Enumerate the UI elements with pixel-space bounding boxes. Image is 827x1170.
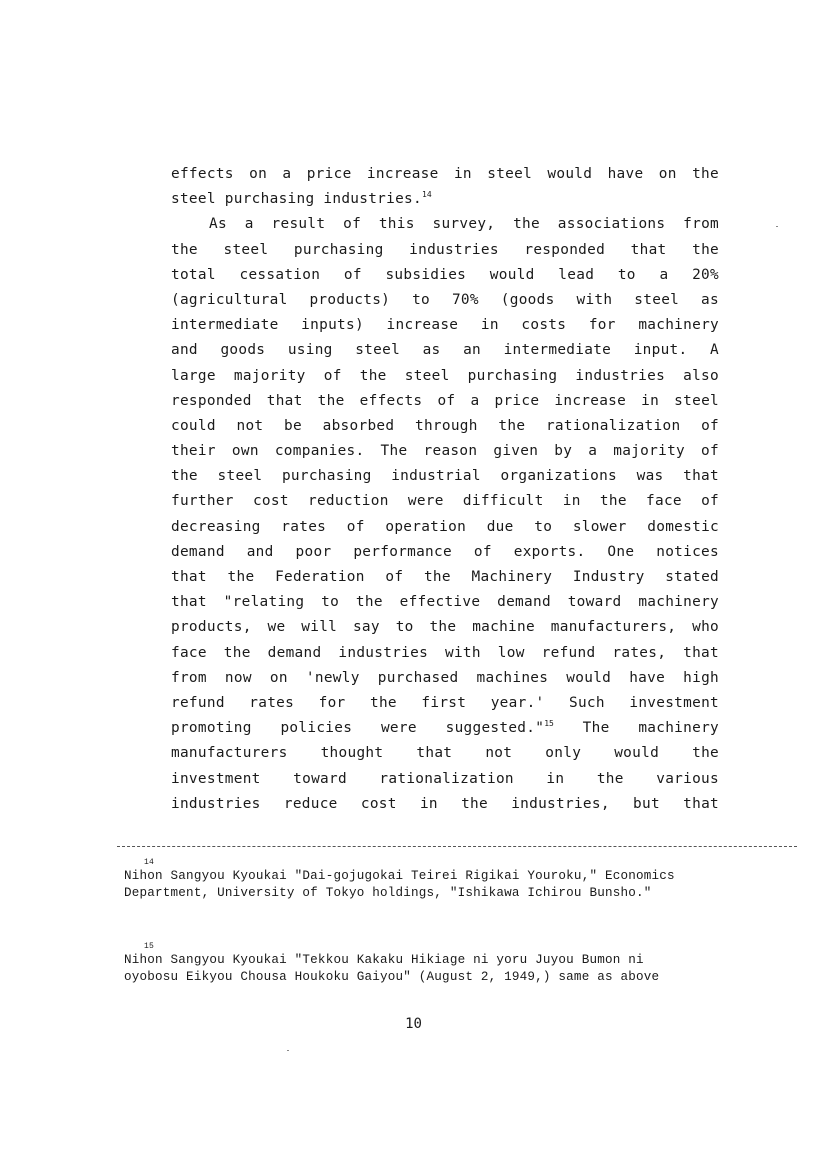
footnote-ref-14: 14: [422, 190, 432, 200]
footnote-line: Nihon Sangyou Kyoukai "Dai-gojugokai Teirei Rigikai Youroku," Economics: [124, 869, 675, 883]
body-line: investment toward rationalization in the various: [171, 770, 719, 787]
body-line: that "relating to the effective demand toward machinery: [171, 594, 719, 611]
body-line: could not be absorbed through the rationalization of: [171, 417, 719, 434]
body-line: that the Federation of the Machinery Industry stated: [171, 569, 719, 585]
body-line: effects on a price increase in steel would have on the: [171, 166, 719, 182]
body-line: products, we will say to the machine manufacturers, who: [171, 619, 719, 636]
body-line: promoting policies were suggested."$^{15}$ The machinery: [171, 719, 719, 737]
body-line: demand and poor performance of exports. One notices: [171, 543, 719, 560]
body-line: further cost reduction were difficult in the face of: [171, 493, 719, 510]
body-line: from now on 'newly purchased machines would have high: [171, 669, 719, 686]
body-line: steel purchasing industries.$^{14}$: [171, 190, 432, 208]
body-line: face the demand industries with low refund rates, that: [171, 644, 719, 661]
body-line: decreasing rates of operation due to slower domestic: [171, 518, 719, 535]
footnote-divider: [117, 846, 797, 847]
footnote-number: 15: [144, 942, 155, 951]
body-text: [171, 162, 719, 817]
body-line: the steel purchasing industries responded that the: [171, 241, 719, 258]
footnote-14: [124, 858, 744, 902]
page-number: 10: [405, 1016, 422, 1032]
body-line: As a result of this survey, the associations from: [209, 216, 719, 233]
body-line: their own companies. The reason given by a majority of: [171, 443, 719, 460]
body-line: the steel purchasing industrial organizations was that: [171, 468, 719, 485]
body-line: total cessation of subsidies would lead to a 20%: [171, 266, 719, 283]
body-line: and goods using steel as an intermediate input. A: [171, 342, 719, 359]
body-line: intermediate inputs) increase in costs for machinery: [171, 317, 719, 334]
body-line: refund rates for the first year.' Such investment: [171, 694, 719, 711]
footnote-line: oyobosu Eikyou Chousa Houkoku Gaiyou" (August 2, 1949,) same as above: [124, 970, 660, 984]
body-line: manufacturers thought that not only would the: [171, 745, 719, 762]
footnote-line: Nihon Sangyou Kyoukai "Tekkou Kakaku Hikiage ni yoru Juyou Bumon ni: [124, 953, 644, 967]
scan-speck: [776, 226, 778, 227]
footnote-15: [124, 942, 744, 986]
body-line: (agricultural products) to 70% (goods with steel as: [171, 291, 719, 308]
scan-speck: [287, 1050, 289, 1051]
body-line: large majority of the steel purchasing industries also: [171, 367, 719, 384]
body-line: industries reduce cost in the industries, but that: [171, 795, 719, 812]
footnote-ref-15: 15: [544, 719, 554, 729]
footnote-number: 14: [144, 858, 155, 867]
footnote-line: Department, University of Tokyo holdings, "Ishikawa Ichirou Bunsho.": [124, 886, 652, 900]
body-line: responded that the effects of a price increase in steel: [171, 392, 719, 409]
